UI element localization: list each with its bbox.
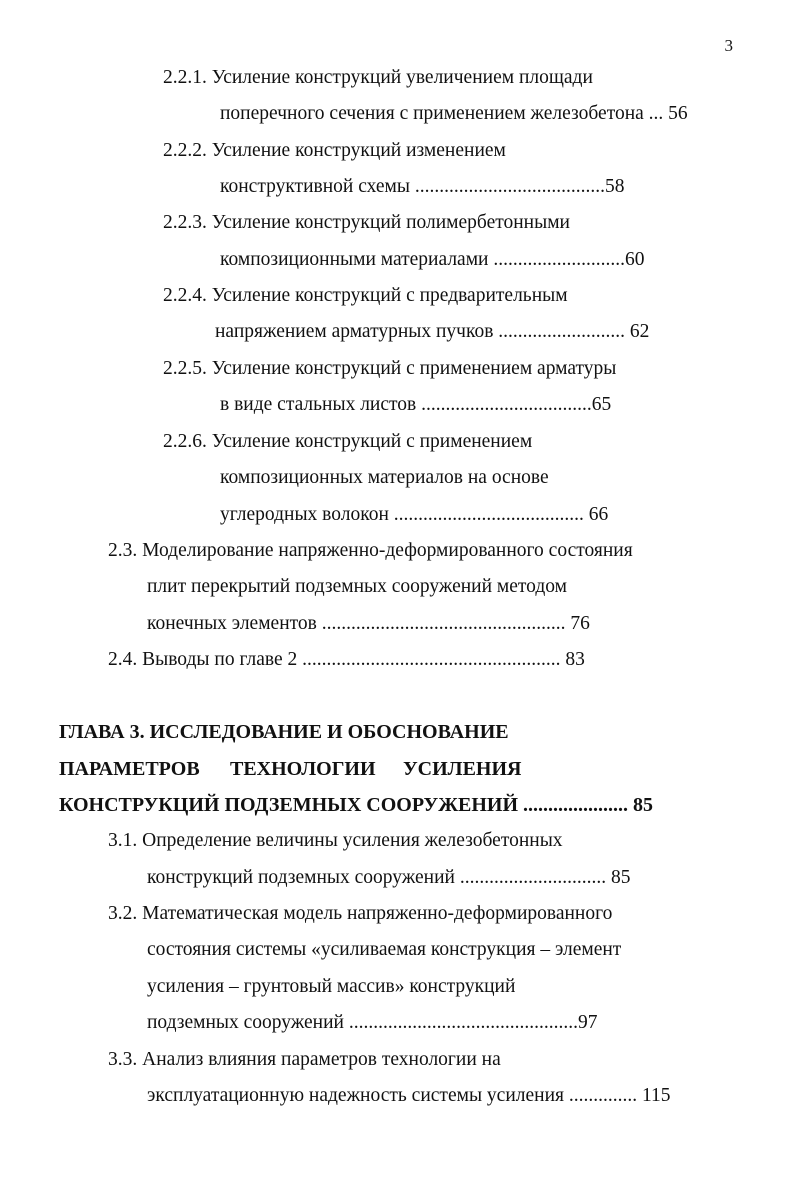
toc-entry-continuation: состояния системы «усиливаемая конструкция – элемент xyxy=(147,939,622,960)
chapter-heading-word: УСИЛЕНИЯ xyxy=(403,758,522,780)
toc-entry-continuation: эксплуатационную надежность системы усиления .............. 115 xyxy=(147,1085,671,1106)
toc-entry-title: 2.2.3. Усиление конструкций полимербетонными xyxy=(163,212,570,233)
toc-entry-title: 2.2.4. Усиление конструкций с предварительным xyxy=(163,285,568,306)
toc-entry-continuation: конструктивной схемы .......................................58 xyxy=(220,176,625,197)
toc-entry-title: 2.3. Моделирование напряженно-деформированного состояния xyxy=(108,540,633,561)
toc-entry-continuation: конструкций подземных сооружений .............................. 85 xyxy=(147,867,631,888)
toc-entry-continuation: углеродных волокон ....................................... 66 xyxy=(220,504,609,525)
chapter-heading: КОНСТРУКЦИЙ ПОДЗЕМНЫХ СООРУЖЕНИЙ ..................... 85 xyxy=(59,794,653,816)
toc-entry-continuation: напряжением арматурных пучков .......................... 62 xyxy=(215,321,650,342)
toc-entry-continuation: композиционными материалами ...........................60 xyxy=(220,249,645,270)
chapter-heading-word: ПАРАМЕТРОВ xyxy=(59,758,200,780)
toc-entry-continuation: композиционных материалов на основе xyxy=(220,467,549,488)
page-number: 3 xyxy=(724,36,733,55)
toc-entry-continuation: подземных сооружений ...............................................97 xyxy=(147,1012,598,1033)
toc-entry-title: 2.2.6. Усиление конструкций с применением xyxy=(163,431,533,452)
toc-entry-continuation: конечных элементов .................................................. 76 xyxy=(147,613,590,634)
toc-entry-title: 2.4. Выводы по главе 2 ..................................................... 83 xyxy=(108,649,585,670)
chapter-heading-word: ТЕХНОЛОГИИ xyxy=(230,758,376,780)
toc-entry-continuation: усиления – грунтовый массив» конструкций xyxy=(147,976,516,997)
toc-entry-continuation: плит перекрытий подземных сооружений методом xyxy=(147,576,568,597)
toc-entry-title: 2.2.1. Усиление конструкций увеличением площади xyxy=(163,67,593,88)
toc-entry-continuation: в виде стальных листов ...................................65 xyxy=(220,394,612,415)
toc-entry-continuation: поперечного сечения с применением железобетона ... 56 xyxy=(220,103,688,124)
toc-entry-title: 2.2.5. Усиление конструкций с применением арматуры xyxy=(163,358,617,379)
toc-entry-title: 3.2. Математическая модель напряженно-деформированного xyxy=(108,903,613,924)
toc-entry-title: 3.3. Анализ влияния параметров технологии на xyxy=(108,1049,501,1070)
toc-entry-title: 3.1. Определение величины усиления железобетонных xyxy=(108,830,563,851)
toc-entry-title: 2.2.2. Усиление конструкций изменением xyxy=(163,140,506,161)
chapter-heading: ГЛАВА 3. ИССЛЕДОВАНИЕ И ОБОСНОВАНИЕ xyxy=(59,721,509,743)
